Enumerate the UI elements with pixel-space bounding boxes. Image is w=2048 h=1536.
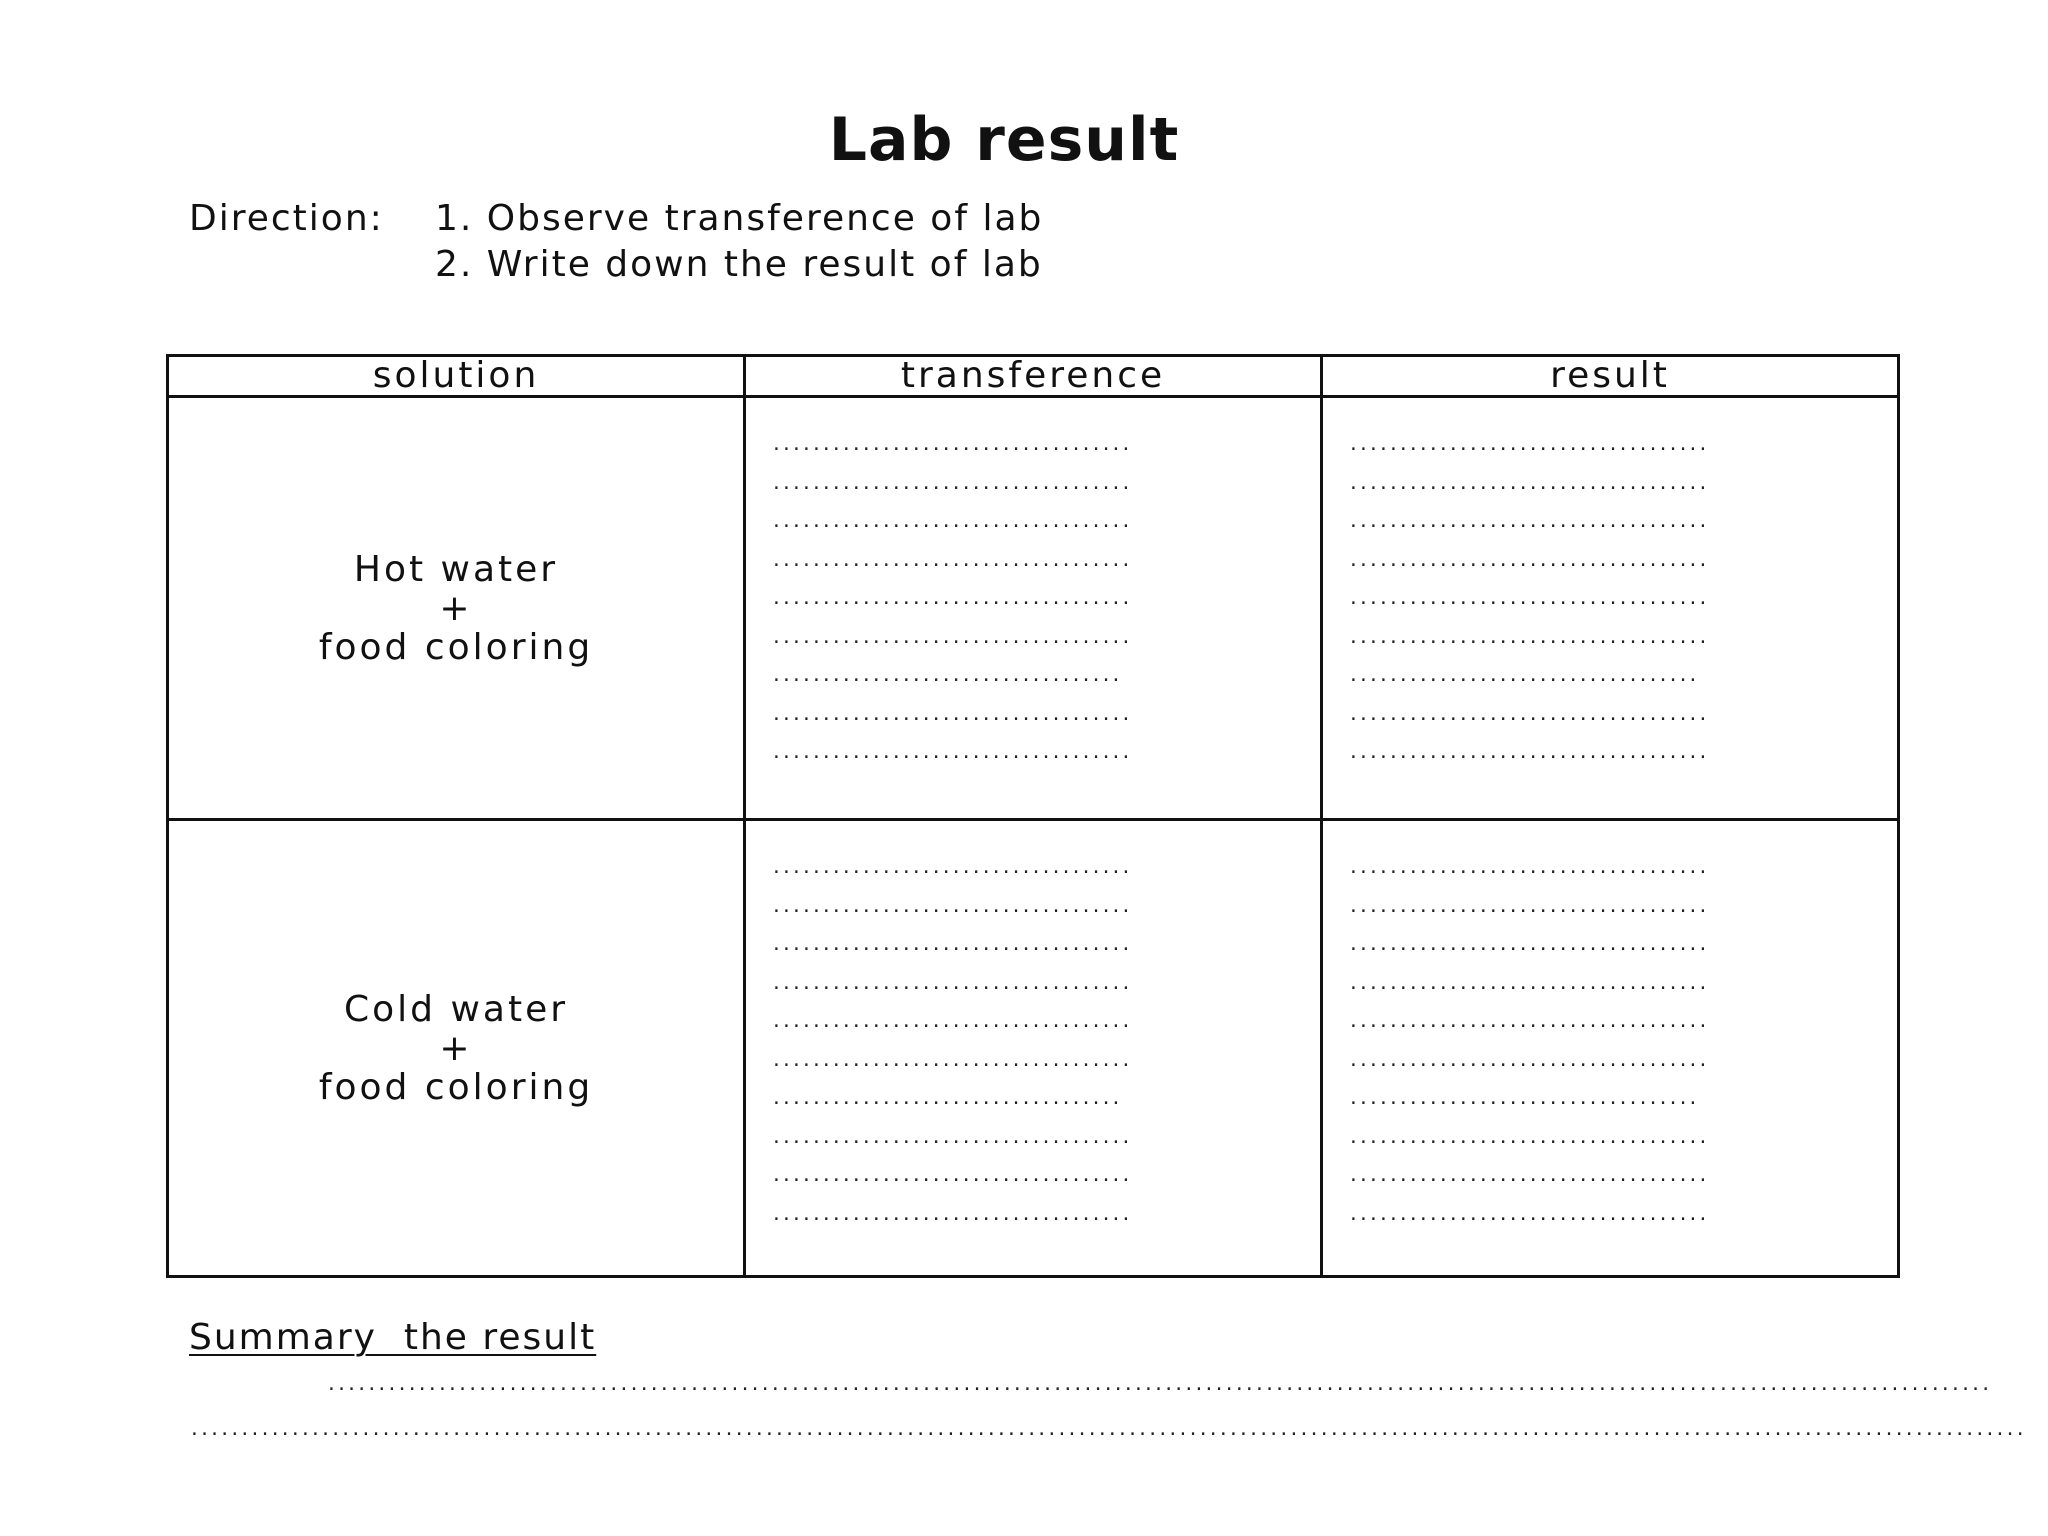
directions	[189, 196, 1043, 288]
solution-name: Hot water	[353, 548, 559, 590]
solution-additive: food coloring	[318, 626, 594, 668]
result-answer-cell-cold-water[interactable]	[1322, 820, 1899, 1277]
direction-row-2	[189, 242, 1043, 288]
answer-lines: .................................... .................................... .................................... .................................... .................................... .................................... ................................... .................................... .................................... ....................................	[1348, 857, 1708, 1225]
solution-name: Cold water	[343, 988, 569, 1030]
header-result: result	[1322, 356, 1899, 397]
summary-heading: Summary the result	[189, 1317, 597, 1358]
direction-step-1: 1. Observe transference of lab	[435, 198, 1044, 239]
plus-sign: +	[439, 1027, 473, 1069]
direction-step-2: 2. Write down the result of lab	[435, 244, 1043, 285]
direction-row-1	[189, 196, 1043, 242]
table-row-hot-water	[168, 397, 1899, 820]
header-solution: solution	[168, 356, 745, 397]
answer-lines: .................................... .................................... .................................... .................................... .................................... .................................... ................................... .................................... ....................................	[1348, 434, 1708, 763]
answer-lines: .................................... .................................... .................................... .................................... .................................... .................................... ................................... .................................... ....................................	[771, 434, 1131, 763]
header-transference: transference	[745, 356, 1322, 397]
transference-answer-cell-hot-water[interactable]	[745, 397, 1322, 820]
answer-lines: .................................... .................................... .................................... .................................... .................................... .................................... ................................... .................................... .................................... ....................................	[771, 857, 1131, 1225]
table-header-row	[168, 356, 1899, 397]
solution-cell-cold-water	[168, 820, 745, 1277]
page-title: Lab result	[828, 105, 1180, 175]
solution-cell-hot-water	[168, 397, 745, 820]
transference-answer-cell-cold-water[interactable]	[745, 820, 1322, 1277]
summary-answer-line-1[interactable]: .....................................................................................................................................................................	[326, 1374, 1991, 1395]
result-answer-cell-hot-water[interactable]	[1322, 397, 1899, 820]
summary-answer-line-2[interactable]: ......................................................................................................................................................................................	[189, 1419, 2025, 1440]
table-row-cold-water	[168, 820, 1899, 1277]
solution-additive: food coloring	[318, 1066, 594, 1108]
plus-sign: +	[439, 587, 473, 629]
lab-result-table	[166, 354, 1900, 1278]
direction-label: Direction:	[189, 198, 384, 239]
